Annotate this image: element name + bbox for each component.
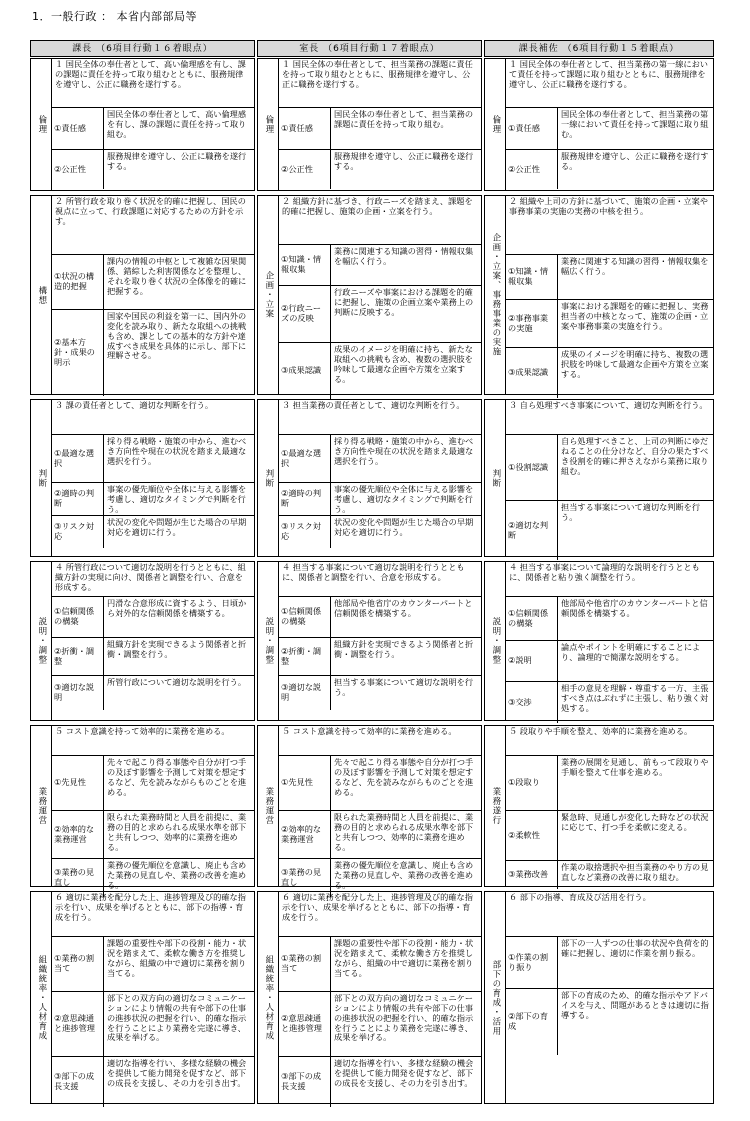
- viewpoint-row: [279, 286, 481, 343]
- viewpoint-name: ③部下の成長支援: [279, 1057, 331, 1107]
- category-label: [485, 562, 506, 720]
- section-summary: ５ コスト意識を持って効率的に業務を進める。: [279, 726, 481, 756]
- viewpoint-name: ②公正性: [279, 150, 331, 189]
- viewpoint-description: 自ら処理すべきこと、上司の判断にゆだねることの仕分けなど、自分の果たすべき役割を的確に押さえながら業務に取り組む。: [561, 436, 709, 476]
- category-text: 部下の育成・活用: [490, 959, 501, 1036]
- viewpoint-name: ①役割認識: [506, 435, 558, 500]
- viewpoint-row: [506, 300, 713, 348]
- section-summary: ３ 担当業務の責任者として、適切な判断を行う。: [279, 400, 481, 435]
- viewpoint-description: 限られた業務時間と人員を前提に、業務の目的と求められる成果水準を部下と共有しつつ、効率的に業務を進める。: [334, 812, 474, 852]
- category-label: [485, 892, 506, 1103]
- category-label: [258, 400, 279, 556]
- viewpoint-name: ①信頼関係の構築: [506, 597, 558, 640]
- viewpoint-row: [279, 1057, 481, 1107]
- viewpoint-row: [279, 150, 481, 189]
- section-summary: ２ 組織方針に基づき、行政ニーズを踏まえ、課題を的確に把握し、施策の企画・立案を行う。: [279, 196, 481, 245]
- viewpoint-row: [506, 150, 713, 189]
- viewpoint-row: [279, 992, 481, 1057]
- section-summary: ６ 適切に業務を配分した上、進捗管理及び的確な指示を行い、成果を挙げるとともに、部下の指導・育成を行う。: [52, 892, 254, 937]
- category-text: 説明・調整: [490, 617, 501, 665]
- competency-section: [30, 561, 255, 721]
- viewpoint-name: ③部下の成長支援: [52, 1057, 104, 1107]
- viewpoint-name: ②意思疎通と進捗管理: [52, 992, 104, 1056]
- viewpoint-description: 部下の一人ずつの仕事の状況や負荷を的確に把握し、適切に作業を割り振る。: [561, 938, 709, 958]
- viewpoint-name: ②公正性: [52, 150, 104, 189]
- competency-section: [484, 561, 714, 721]
- category-label: [31, 726, 52, 886]
- competency-section: [257, 195, 482, 395]
- column-header: 課長補佐 （6項目行動１５着眼点）: [484, 40, 714, 57]
- category-text: 説明・調整: [263, 617, 274, 665]
- viewpoint-description: 服務規律を遵守し、公正に職務を遂行する。: [334, 151, 474, 171]
- viewpoint-row: [52, 1057, 254, 1107]
- viewpoint-description: 組織方針を実現できるよう関係者と折衝・調整を行う。: [107, 639, 247, 659]
- viewpoint-row: [506, 501, 713, 560]
- viewpoint-description: 状況の変化や問題が生じた場合の早期対応を適切に行う。: [107, 517, 247, 537]
- category-label: [31, 562, 52, 720]
- viewpoint-description: 課題の重要性や部下の役割・能力・状況を踏まえて、柔軟な働き方を推奨しながら、組織の中で適切に業務を割り当てる。: [107, 938, 247, 978]
- category-text: 倫理: [263, 115, 274, 134]
- viewpoint-description: 部下の育成のため、的確な指示やアドバイスを与え、問題があるときは適切に指導する。: [561, 990, 709, 1020]
- viewpoint-name: ③リスク対応: [279, 516, 331, 548]
- viewpoint-name: ①責任感: [506, 108, 558, 149]
- section-summary: １ 国民全体の奉仕者として、高い倫理感を有し、課の課題に責任を持って取り組むとともに、服務規律を遵守し、公正に職務を遂行する。: [52, 59, 254, 108]
- viewpoint-row: [52, 435, 254, 483]
- category-label: [31, 59, 52, 190]
- viewpoint-name: ①知識・情報収集: [506, 255, 558, 299]
- viewpoint-description: 所管行政について適切な説明を行う。: [107, 677, 247, 687]
- viewpoint-description: 業務の展開を見通し、前もって段取りや手順を整えて仕事を進める。: [561, 757, 709, 777]
- viewpoint-description: 成果のイメージを明確に持ち、新たな取組への挑戦も含め、複数の選択肢を吟味して最適な企画や方策を立案する。: [334, 344, 473, 384]
- competency-section: [30, 58, 255, 191]
- category-text: 組織統率・人材育成: [36, 954, 47, 1041]
- category-text: 構想: [36, 285, 47, 305]
- viewpoint-name: ①先見性: [279, 756, 331, 810]
- viewpoint-name: ③業務の見直し: [279, 859, 331, 897]
- viewpoint-name: ①業務の割当て: [279, 937, 331, 991]
- viewpoint-description: 国家や国民の利益を第一に、国内外の変化を読み取り、新たな取組への挑戦も含め、課としての基本的な方針や達成すべき成果を具体的に示し、部下に理解させる。: [107, 311, 247, 361]
- competency-section: [484, 195, 714, 395]
- viewpoint-description: 組織方針を実現できるよう関係者と折衝・調整を行う。: [334, 639, 474, 659]
- viewpoint-row: [506, 861, 713, 889]
- category-label: [485, 196, 506, 394]
- rank-column-1: [30, 40, 255, 1104]
- category-label: [258, 892, 279, 1103]
- competency-section: [484, 891, 714, 1104]
- viewpoint-description: 適切な指導を行い、多様な経験の機会を提供して能力開発を促すなど、部下の成長を支援し、その力を引き出す。: [107, 1058, 247, 1088]
- category-label: [31, 196, 52, 394]
- section-summary: ４ 担当する事案について適切な説明を行うとともに、関係者と調整を行い、合意を形成する。: [279, 562, 481, 597]
- viewpoint-name: ②部下の育成: [506, 989, 558, 1055]
- column-header: 課長 （6項目行動１６着眼点）: [30, 40, 255, 57]
- viewpoint-row: [52, 516, 254, 548]
- viewpoint-name: ①業務の割当て: [52, 937, 104, 991]
- section-summary: ３ 課の責任者として、適切な判断を行う。: [52, 400, 254, 435]
- category-text: 判断: [490, 468, 501, 488]
- section-summary: ６ 適切に業務を配分した上、進捗管理及び的確な指示を行い、成果を挙げるとともに、部下の指導・育成を行う。: [279, 892, 481, 937]
- viewpoint-description: 円滑な合意形成に資するよう、日頃から対外的な信頼関係を構築する。: [107, 598, 247, 618]
- viewpoint-description: 国民全体の奉仕者として、高い倫理感を有し、課の課題に責任を持って取り組む。: [107, 109, 247, 139]
- competency-section: [257, 58, 482, 191]
- viewpoint-name: ③適切な説明: [52, 676, 104, 710]
- viewpoint-row: [279, 756, 481, 811]
- competency-section: [257, 399, 482, 557]
- viewpoint-description: 業務の優先順位を意識し、廃止も含めた業務の見直しや、業務の改善を進める。: [334, 860, 474, 890]
- viewpoint-name: ③適切な説明: [279, 676, 331, 710]
- section-summary: ４ 所管行政について適切な説明を行うとともに、組織方針の実現に向け、関係者と調整を行い、合意を形成する。: [52, 562, 254, 597]
- section-summary: ４ 担当する事案について論理的な説明を行うとともに、関係者と粘り強く調整を行う。: [506, 562, 713, 597]
- viewpoint-name: ③交渉: [506, 682, 558, 723]
- viewpoint-name: ②適切な判断: [506, 501, 558, 560]
- viewpoint-description: 服務規律を遵守し、公正に職務を遂行する。: [561, 151, 709, 171]
- viewpoint-description: 業務の優先順位を意識し、廃止も含めた業務の見直しや、業務の改善を進める。: [107, 860, 247, 890]
- viewpoint-row: [506, 682, 713, 723]
- viewpoint-name: ②適時の判断: [52, 483, 104, 515]
- viewpoint-row: [506, 989, 713, 1055]
- viewpoint-description: 採り得る戦略・施策の中から、進むべき方向性や現在の状況を踏まえ最適な選択を行う。: [107, 436, 247, 466]
- viewpoint-name: ①責任感: [52, 108, 104, 149]
- viewpoint-description: 事案の優先順位や全体に与える影響を考慮し、適切なタイミングで判断を行う。: [107, 484, 247, 514]
- viewpoint-name: ①段取り: [506, 756, 558, 810]
- viewpoint-name: ①最適な選択: [279, 435, 331, 482]
- viewpoint-name: ③成果認識: [279, 343, 331, 399]
- viewpoint-name: ②適時の判断: [279, 483, 331, 515]
- viewpoint-row: [279, 108, 481, 150]
- category-label: [258, 562, 279, 720]
- viewpoint-name: ①信頼関係の構築: [279, 597, 331, 637]
- category-label: [31, 400, 52, 556]
- competency-section: [30, 399, 255, 557]
- viewpoint-name: ①責任感: [279, 108, 331, 149]
- viewpoint-name: ③業務の見直し: [52, 859, 104, 897]
- category-text: 倫理: [490, 115, 501, 134]
- viewpoint-row: [52, 811, 254, 859]
- category-label: [485, 59, 506, 190]
- viewpoint-name: ②行政ニーズの反映: [279, 286, 331, 342]
- viewpoint-description: 国民全体の奉仕者として、担当業務の課題に責任を持って取り組む。: [334, 109, 474, 129]
- viewpoint-name: ②説明: [506, 641, 558, 681]
- viewpoint-row: [506, 937, 713, 989]
- viewpoint-name: ①作業の割り振り: [506, 937, 558, 988]
- viewpoint-description: 作業の取捨選択や担当業務のやり方の見直しなど業務の改善に取り組む。: [561, 862, 709, 882]
- viewpoint-name: ②折衝・調整: [279, 638, 331, 675]
- viewpoint-name: ③成果認識: [506, 348, 558, 398]
- viewpoint-description: 業務に関連する知識の習得・情報収集を幅広く行う。: [334, 246, 474, 266]
- viewpoint-description: 事案の優先順位や全体に与える影響を考慮し、適切なタイミングで判断を行う。: [334, 484, 474, 514]
- viewpoint-row: [506, 811, 713, 861]
- category-text: 判断: [263, 468, 274, 488]
- competency-section: [30, 195, 255, 395]
- viewpoint-name: ③業務改善: [506, 861, 558, 889]
- section-summary: １ 国民全体の奉仕者として、担当業務の第一線において責任を持って課題に取り組むとともに、服務規律を遵守し、公正に職務を遂行する。: [506, 59, 713, 108]
- viewpoint-row: [506, 348, 713, 398]
- viewpoint-description: 論点やポイントを明確にすることにより、論理的で簡潔な説明をする。: [561, 642, 701, 662]
- viewpoint-row: [52, 108, 254, 150]
- category-label: [485, 400, 506, 556]
- category-text: 説明・調整: [36, 617, 47, 665]
- viewpoint-name: ①信頼関係の構築: [52, 597, 104, 637]
- viewpoint-row: [279, 937, 481, 992]
- competency-section: [257, 561, 482, 721]
- viewpoint-description: 先々で起こり得る事態や自分が打つ手の及ぼす影響を予測して対策を想定するなど、先を読みながらものごとを進める。: [107, 757, 247, 797]
- viewpoint-description: 相手の意見を理解・尊重する一方、主張すべき点はぶれずに主張し、粘り強く対処する。: [561, 683, 709, 713]
- section-summary: ３ 自ら処理すべき事案について、適切な判断を行う。: [506, 400, 713, 435]
- viewpoint-description: 限られた業務時間と人員を前提に、業務の目的と求められる成果水準を部下と共有しつつ、効率的に業務を進める。: [107, 812, 247, 852]
- viewpoint-row: [279, 676, 481, 710]
- viewpoint-description: 課内の情報の中枢として複雑な因果関係、錯綜した利害関係などを整理し、それを取り巻く状況の全体像を的確に把握する。: [107, 256, 247, 296]
- category-text: 業務遂行: [490, 787, 501, 825]
- section-summary: ５ 段取りや手順を整え、効率的に業務を進める。: [506, 726, 713, 756]
- viewpoint-description: 課題の重要性や部下の役割・能力・状況を踏まえて、柔軟な働き方を推奨しながら、組織の中で適切に業務を割り当てる。: [334, 938, 474, 978]
- viewpoint-description: 他部局や他省庁のカウンターパートと信頼関係を構築する。: [334, 598, 473, 618]
- category-label: [31, 892, 52, 1103]
- viewpoint-row: [52, 992, 254, 1057]
- viewpoint-description: 担当する事案について適切な判断を行う。: [561, 502, 701, 522]
- viewpoint-row: [506, 756, 713, 811]
- competency-section: [30, 725, 255, 890]
- competency-section: [484, 58, 714, 191]
- rank-column-3: [484, 40, 714, 1104]
- viewpoint-row: [506, 255, 713, 300]
- viewpoint-row: [52, 150, 254, 189]
- competency-section: [257, 891, 482, 1104]
- viewpoint-row: [279, 638, 481, 676]
- viewpoint-name: ③リスク対応: [52, 516, 104, 548]
- category-text: 企画・立案: [263, 271, 274, 319]
- category-label: [485, 726, 506, 886]
- page-title: 1．一般行政 ： 本省内部部局等: [32, 10, 197, 23]
- viewpoint-name: ②事務事業の実施: [506, 300, 558, 347]
- viewpoint-row: [279, 597, 481, 638]
- viewpoint-name: ①先見性: [52, 756, 104, 810]
- viewpoint-row: [52, 310, 254, 396]
- viewpoint-description: 国民全体の奉仕者として、担当業務の第一線において責任を持って課題に取り組む。: [561, 109, 709, 139]
- viewpoint-row: [52, 937, 254, 992]
- category-text: 倫理: [36, 115, 47, 134]
- viewpoint-name: ②公正性: [506, 150, 558, 189]
- viewpoint-description: 状況の変化や問題が生じた場合の早期対応を適切に行う。: [334, 517, 474, 537]
- viewpoint-name: ①最適な選択: [52, 435, 104, 482]
- section-summary: ２ 組織や上司の方針に基づいて、施策の企画・立案や事務事業の実施の実務の中核を担う。: [506, 196, 713, 255]
- rank-column-2: [257, 40, 482, 1104]
- viewpoint-name: ②意思疎通と進捗管理: [279, 992, 331, 1056]
- viewpoint-row: [52, 597, 254, 638]
- viewpoint-name: ①状況の構造的把握: [52, 255, 104, 309]
- viewpoint-description: 行政ニーズや事案における課題を的確に把握し、施策の企画立案や業務上の判断に反映する。: [334, 287, 474, 317]
- category-text: 判断: [36, 468, 47, 488]
- viewpoint-row: [52, 676, 254, 710]
- category-text: 業務運営: [263, 787, 274, 825]
- viewpoint-description: 採り得る戦略・施策の中から、進むべき方向性や現在の状況を踏まえ最適な選択を行う。: [334, 436, 474, 466]
- viewpoint-row: [279, 343, 481, 399]
- viewpoint-row: [506, 597, 713, 641]
- viewpoint-row: [279, 516, 481, 548]
- competency-section: [484, 725, 714, 887]
- viewpoint-description: 部下との双方向の適切なコミュニケーションにより情報の共有や部下の仕事の進捗状況の把握を行い、的確な指示を行うことにより業務を完遂に導き、成果を挙げる。: [334, 993, 474, 1043]
- viewpoint-row: [279, 811, 481, 859]
- viewpoint-description: 先々で起こり得る事態や自分が打つ手の及ぼす影響を予測して対策を想定するなど、先を読みながらものごとを進める。: [334, 757, 474, 797]
- viewpoint-row: [52, 483, 254, 516]
- viewpoint-description: 適切な指導を行い、多様な経験の機会を提供して能力開発を促すなど、部下の成長を支援し、その力を引き出す。: [334, 1058, 474, 1088]
- viewpoint-row: [279, 435, 481, 483]
- viewpoint-row: [279, 483, 481, 516]
- category-label: [258, 196, 279, 394]
- viewpoint-description: 担当する事案について適切な説明を行う。: [334, 677, 474, 697]
- category-text: 企画・立案、事務事業の実施: [490, 233, 501, 357]
- competency-section: [30, 891, 255, 1104]
- viewpoint-description: 業務に関連する知識の習得・情報収集を幅広く行う。: [561, 256, 709, 276]
- section-summary: ６ 部下の指導、育成及び活用を行う。: [506, 892, 713, 937]
- competency-section: [257, 725, 482, 890]
- viewpoint-row: [506, 435, 713, 501]
- viewpoint-name: ②折衝・調整: [52, 638, 104, 675]
- column-header: 室長 （6項目行動１７着眼点）: [257, 40, 482, 57]
- viewpoint-row: [52, 756, 254, 811]
- viewpoint-description: 緊急時、見通しが変化した時などの状況に応じて、打つ手を柔軟に変える。: [561, 812, 709, 832]
- viewpoint-description: 服務規律を遵守し、公正に職務を遂行する。: [107, 151, 247, 171]
- viewpoint-row: [506, 108, 713, 150]
- category-label: [258, 59, 279, 190]
- viewpoint-row: [279, 245, 481, 286]
- viewpoint-row: [52, 638, 254, 676]
- section-summary: ５ コスト意識を持って効率的に業務を進める。: [52, 726, 254, 756]
- viewpoint-row: [52, 255, 254, 310]
- category-text: 組織統率・人材育成: [263, 954, 274, 1041]
- viewpoint-description: 成果のイメージを明確に持ち、複数の選択肢を吟味して最適な企画や方策を立案する。: [561, 349, 709, 379]
- category-label: [258, 726, 279, 886]
- viewpoint-description: 事案における課題を的確に把握し、実務担当者の中核となって、施策の企画・立案や事務事業の実施を行う。: [561, 301, 709, 331]
- competency-section: [484, 399, 714, 557]
- category-text: 業務運営: [36, 787, 47, 825]
- viewpoint-name: ②効率的な業務運営: [279, 811, 331, 858]
- viewpoint-description: 部下との双方向の適切なコミュニケーションにより情報の共有や部下の仕事の進捗状況の把握を行い、的確な指示を行うことにより業務を完遂に導き、成果を挙げる。: [107, 993, 247, 1043]
- viewpoint-name: ②効率的な業務運営: [52, 811, 104, 858]
- viewpoint-name: ②柔軟性: [506, 811, 558, 860]
- viewpoint-name: ①知識・情報収集: [279, 245, 331, 285]
- section-summary: ２ 所管行政を取り巻く状況を的確に把握し、国民の視点に立って、行政課題に対応するための方針を示す。: [52, 196, 254, 255]
- viewpoint-row: [506, 641, 713, 682]
- section-summary: １ 国民全体の奉仕者として、担当業務の課題に責任を持って取り組むとともに、服務規律を遵守し、公正に職務を遂行する。: [279, 59, 481, 108]
- viewpoint-name: ②基本方針・成果の明示: [52, 310, 104, 396]
- viewpoint-description: 他部局や他省庁のカウンターパートと信頼関係を構築する。: [561, 598, 708, 618]
